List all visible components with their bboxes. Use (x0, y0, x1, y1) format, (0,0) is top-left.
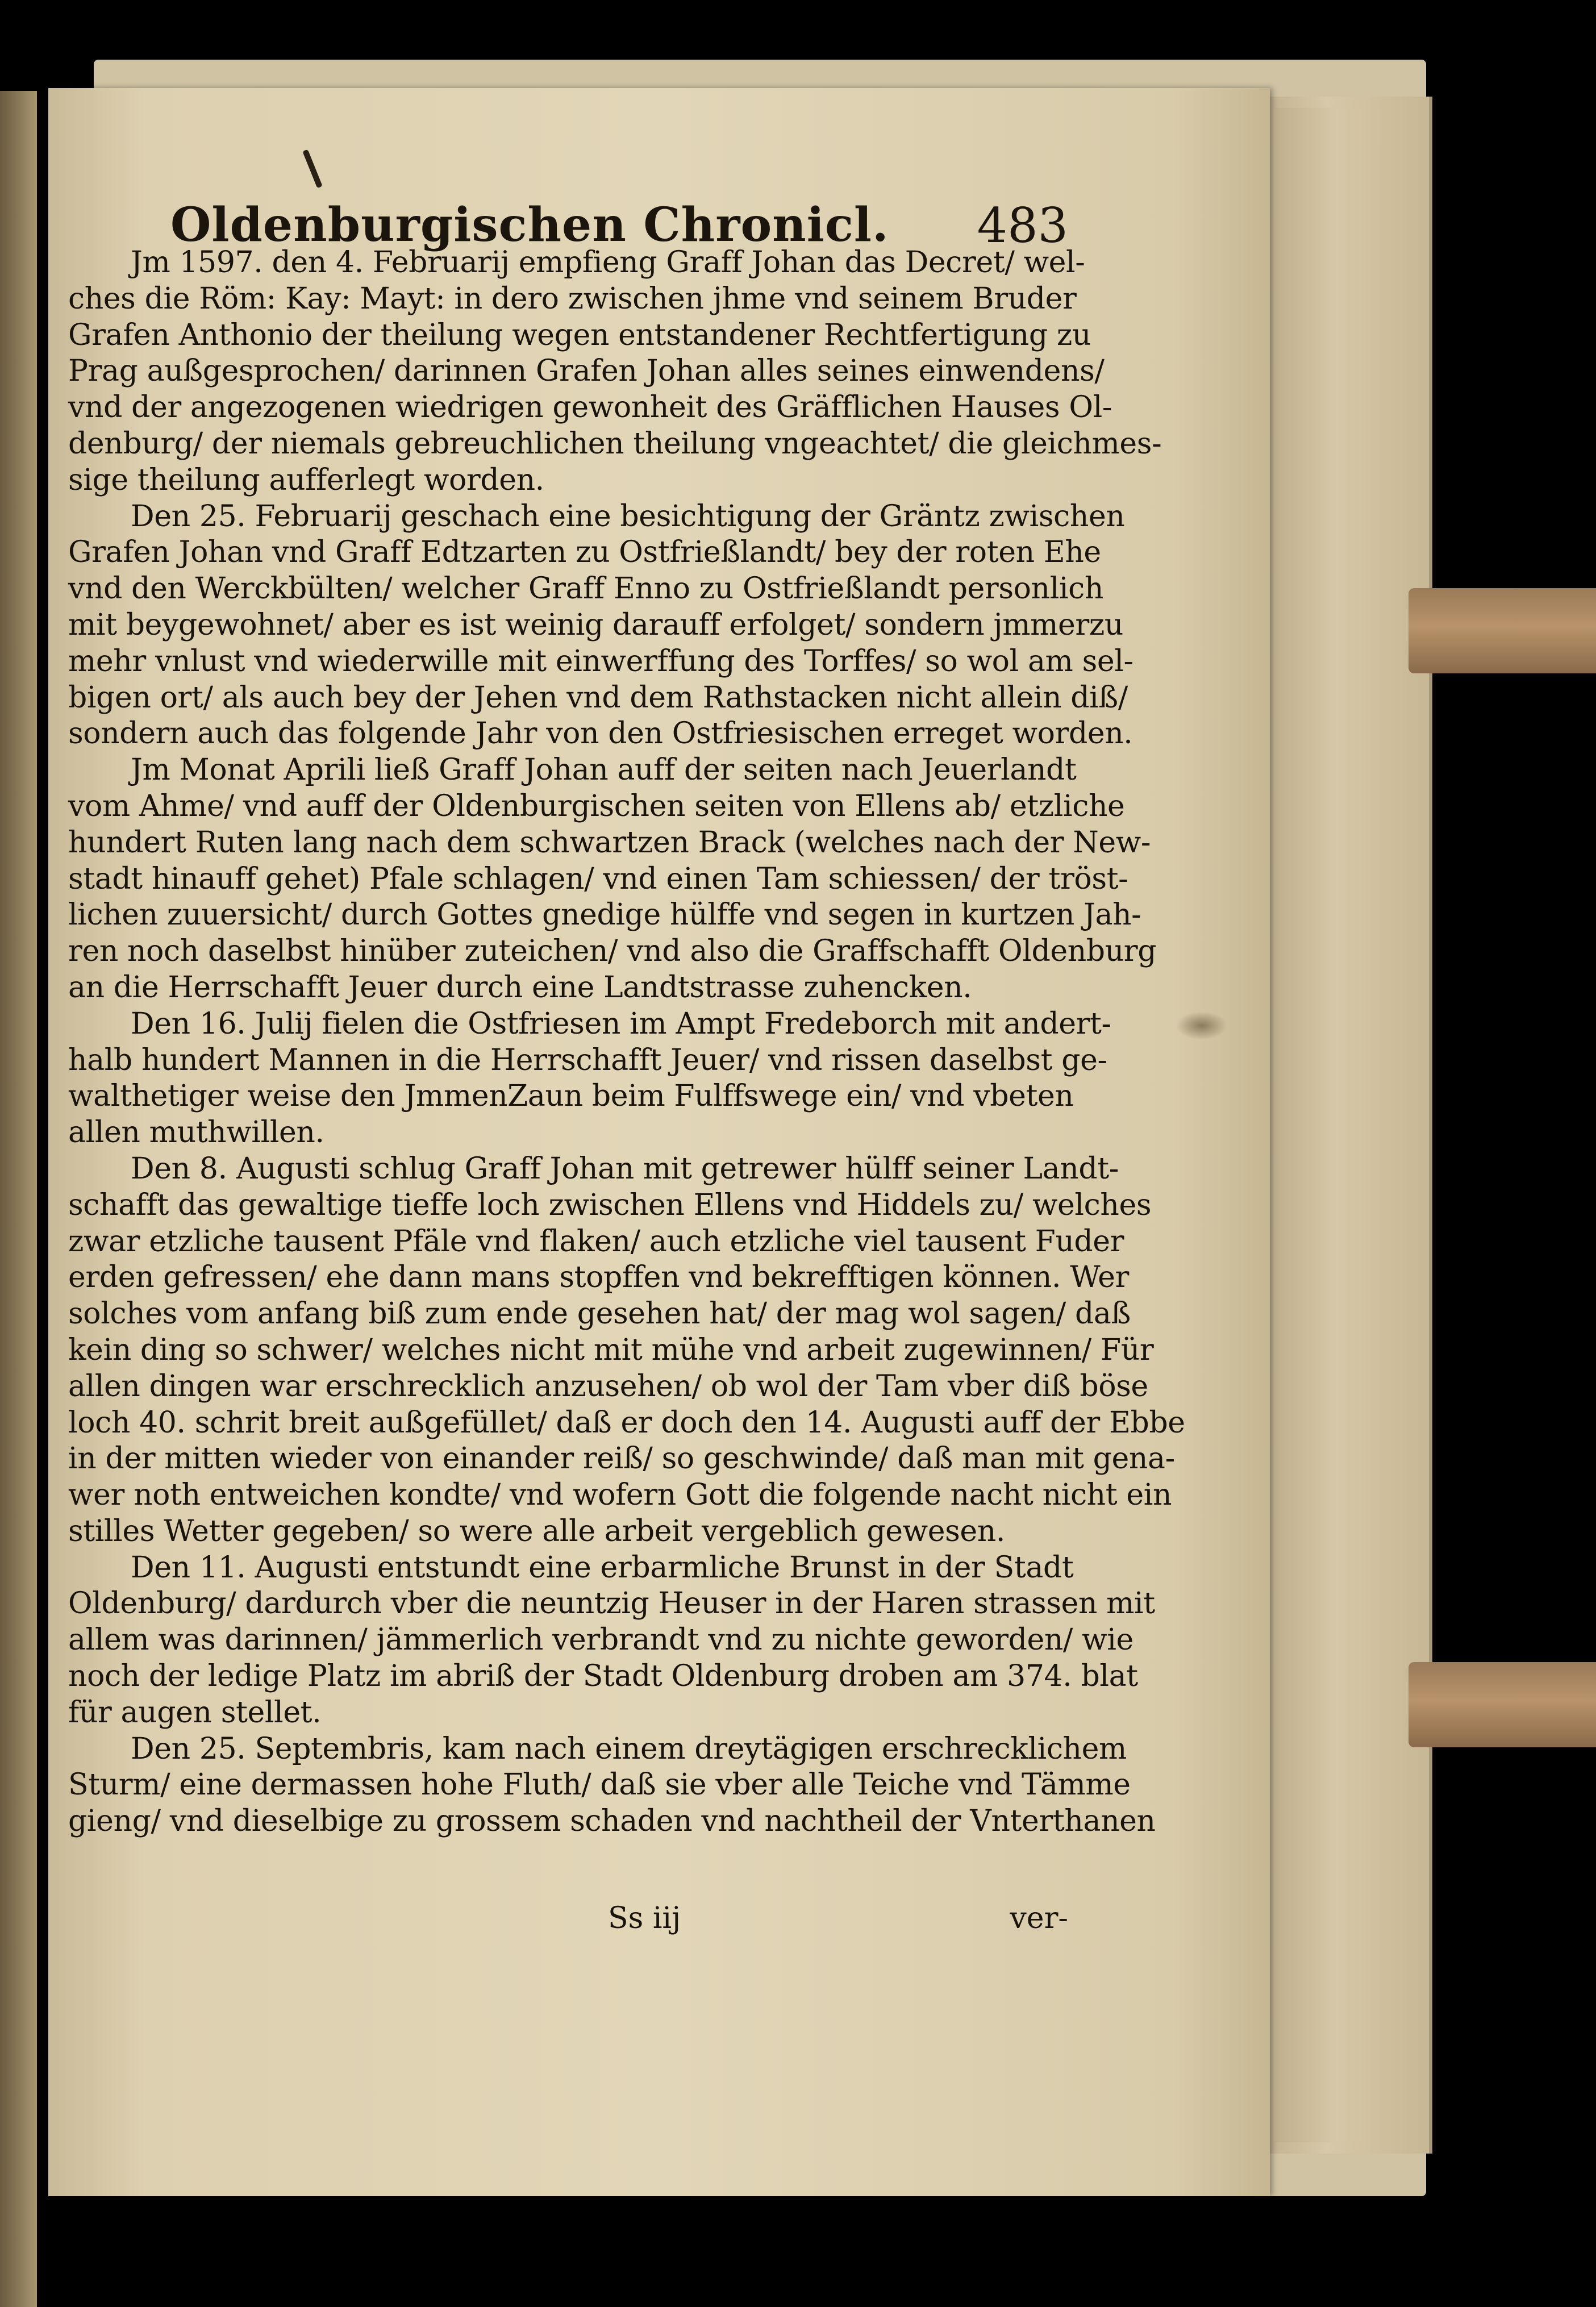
text-line: Grafen Johan vnd Graff Edtzarten zu Ostfrießlandt/ bey der roten Ehe (68, 535, 1101, 570)
text-line: Jm 1597. den 4. Februarij empfieng Graff Johan das Decret/ wel- (131, 245, 1085, 280)
text-line: schafft das gewaltige tieffe loch zwischen Ellens vnd Hiddels zu/ welches (68, 1188, 1152, 1222)
text-line: walthetiger weise den JmmenZaun beim Fulffswege ein/ vnd vbeten (68, 1079, 1074, 1114)
text-line: zwar etzliche tausent Pfäle vnd flaken/ auch etzliche viel tausent Fuder (68, 1224, 1124, 1259)
page-stain (1176, 1011, 1227, 1040)
text-line: solches vom anfang biß zum ende gesehen hat/ der mag wol sagen/ daß (68, 1297, 1131, 1331)
text-line: mit beygewohnet/ aber es ist weinig darauff erfolget/ sondern jmmerzu (68, 607, 1123, 642)
text-line: wer noth entweichen kondte/ vnd wofern Gott die folgende nacht nicht ein (68, 1478, 1172, 1513)
text-line: sige theilung aufferlegt worden. (68, 463, 544, 497)
catchword: ver- (1010, 1901, 1068, 1935)
text-line: ches die Röm: Kay: Mayt: in dero zwischen jhme vnd seinem Bruder (68, 281, 1077, 316)
text-line: erden gefressen/ ehe dann mans stopffen vnd bekrefftigen können. Wer (68, 1260, 1129, 1295)
text-line: allem was darinnen/ jämmerlich verbrandt vnd zu nichte geworden/ wie (68, 1623, 1134, 1658)
body-text (68, 245, 1185, 1840)
page-footer (68, 1901, 1068, 1941)
text-line: in der mitten wieder von einander reiß/ so geschwinde/ daß man mit gena- (68, 1442, 1175, 1476)
leather-tie-upper (1409, 588, 1596, 673)
text-line: Sturm/ eine dermassen hohe Fluth/ daß sie vber alle Teiche vnd Tämme (68, 1768, 1131, 1802)
text-line: Den 25. Septembris, kam nach einem dreytägigen erschrecklichem (131, 1731, 1127, 1766)
text-line: ren noch daselbst hinüber zuteichen/ vnd also die Graffschafft Oldenburg (68, 934, 1157, 969)
text-line: sondern auch das folgende Jahr von den Ostfriesischen erreget worden. (68, 717, 1133, 751)
text-line: vom Ahme/ vnd auff der Oldenburgischen seiten von Ellens ab/ etzliche (68, 789, 1125, 823)
text-line: bigen ort/ als auch bey der Jehen vnd dem Rathstacken nicht allein diß/ (68, 680, 1128, 715)
text-line: allen muthwillen. (68, 1115, 324, 1150)
text-line: Jm Monat Aprili ließ Graff Johan auff der seiten nach Jeuerlandt (131, 753, 1077, 788)
text-line: mehr vnlust vnd wiederwille mit einwerffung des Torffes/ so wol am sel- (68, 644, 1134, 678)
text-line: Grafen Anthonio der theilung wegen entstandener Rechtfertigung zu (68, 318, 1091, 352)
text-line: hundert Ruten lang nach dem schwartzen Brack (welches nach der New- (68, 825, 1151, 860)
text-line: Den 11. Augusti entstundt eine erbarmliche Brunst in der Stadt (131, 1550, 1074, 1585)
page-edges-inner (1276, 108, 1432, 2142)
text-line: denburg/ der niemals gebreuchlichen theilung vngeachtet/ die gleichmes- (68, 426, 1162, 461)
text-line: halb hundert Mannen in die Herrschafft Jeuer/ vnd rissen daselbst ge- (68, 1043, 1107, 1077)
left-page-edge (0, 91, 37, 2307)
leather-tie-lower (1409, 1662, 1596, 1747)
text-line: noch der ledige Platz im abriß der Stadt Oldenburg droben am 374. blat (68, 1659, 1138, 1694)
text-line: gieng/ vnd dieselbige zu grossem schaden vnd nachtheil der Vnterthanen (68, 1804, 1156, 1839)
text-line: für augen stellet. (68, 1695, 322, 1730)
running-title: Oldenburgischen Chronicl. (170, 198, 889, 252)
text-line: vnd den Werckbülten/ welcher Graff Enno zu Ostfrießlandt personlich (68, 572, 1103, 606)
text-line: Oldenburg/ dardurch vber die neuntzig Heuser in der Haren strassen mit (68, 1586, 1155, 1621)
text-line: lichen zuuersicht/ durch Gottes gnedige hülffe vnd segen in kurtzen Jah- (68, 898, 1141, 932)
text-line: Den 16. Julij fielen die Ostfriesen im Ampt Fredeborch mit andert- (131, 1006, 1111, 1041)
text-line: loch 40. schrit breit außgefüllet/ daß er doch den 14. Augusti auff der Ebbe (68, 1405, 1185, 1440)
text-line: Prag außgesprochen/ darinnen Grafen Johan alles seines einwendens/ (68, 354, 1105, 389)
text-line: kein ding so schwer/ welches nicht mit mühe vnd arbeit zugewinnen/ Für (68, 1332, 1154, 1367)
text-line: stilles Wetter gegeben/ so were alle arbeit vergeblich gewesen. (68, 1514, 1006, 1548)
page-number: 483 (977, 198, 1068, 253)
text-line: allen dingen war erschrecklich anzusehen/ ob wol der Tam vber diß böse (68, 1369, 1148, 1404)
text-line: vnd der angezogenen wiedrigen gewonheit des Gräfflichen Hauses Ol- (68, 390, 1112, 425)
text-line: stadt hinauff gehet) Pfale schlagen/ vnd einen Tam schiessen/ der tröst- (68, 861, 1128, 896)
signature-mark: Ss iij (608, 1901, 681, 1935)
text-line: Den 25. Februarij geschach eine besichtigung der Gräntz zwischen (131, 499, 1125, 534)
text-line: Den 8. Augusti schlug Graff Johan mit getrewer hülff seiner Landt- (131, 1151, 1119, 1186)
text-line: an die Herrschafft Jeuer durch eine Landtstrasse zuhencken. (68, 970, 972, 1005)
